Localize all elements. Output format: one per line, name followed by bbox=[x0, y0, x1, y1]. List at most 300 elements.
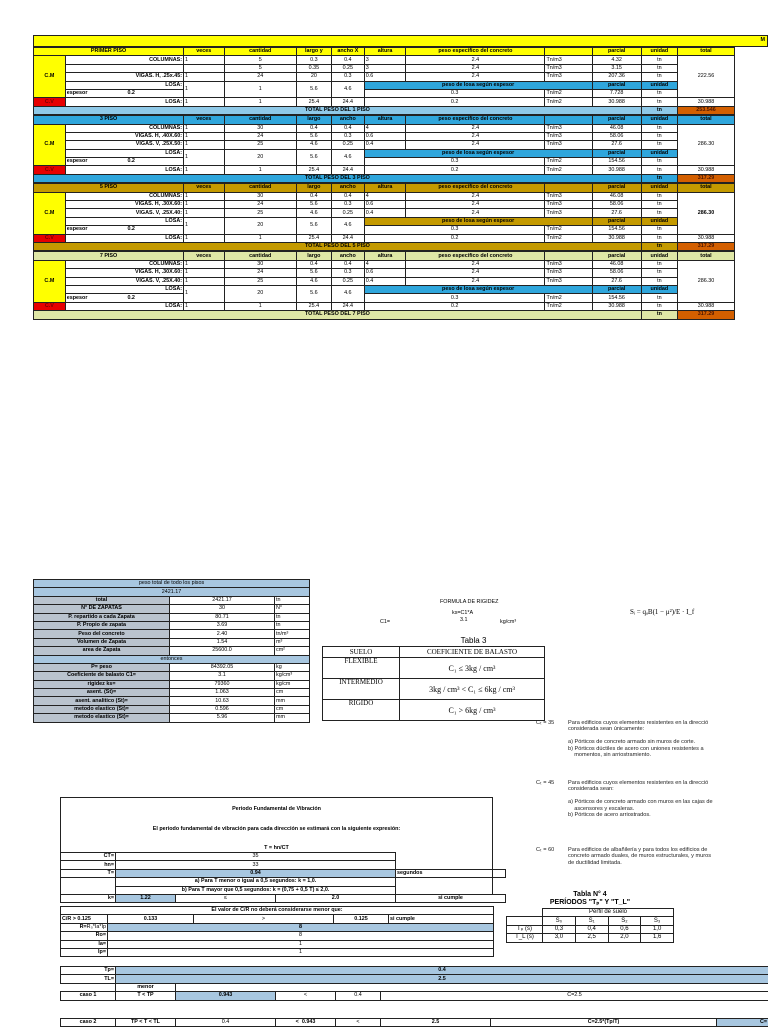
losa-peso: 0.3 bbox=[364, 294, 545, 302]
column-header: total bbox=[677, 116, 734, 124]
norma-line: de ductilidad limitada. bbox=[568, 860, 768, 866]
cv-label: C.V bbox=[34, 98, 66, 106]
column-header: largo bbox=[296, 184, 331, 192]
caso1-result: C=2.5 bbox=[381, 992, 768, 1000]
largo: 0.4 bbox=[296, 260, 331, 268]
floor-total-unit: tn bbox=[641, 242, 677, 250]
c1-label: C1= bbox=[380, 619, 390, 625]
summary-unit: N° bbox=[275, 605, 310, 613]
k-max: 2.0 bbox=[276, 894, 396, 902]
losa-unit: Tn/m2 bbox=[545, 89, 592, 97]
peso-unit: Tn/m3 bbox=[545, 209, 592, 217]
parcial: 27.6 bbox=[592, 277, 641, 285]
espesor-label: espesor bbox=[67, 90, 88, 96]
losa-header: peso de losa según espesor bbox=[364, 285, 592, 293]
summary-label: P. Propio de zapata bbox=[34, 621, 170, 629]
summary-table bbox=[33, 579, 310, 723]
ct-value: Cₜ = 60 bbox=[536, 847, 564, 853]
rule-a: a) Para T menor o igual a 0,5 segundos: k = 1,0. bbox=[116, 878, 396, 886]
cv-unit: Tn/m2 bbox=[545, 302, 592, 310]
summary-value: 2.40 bbox=[170, 630, 275, 638]
caso2-c: 2.5 bbox=[381, 1019, 491, 1027]
summary-value: 10.63 bbox=[170, 697, 275, 705]
cv-unit: Tn/m2 bbox=[545, 98, 592, 106]
column-header: parcial bbox=[592, 48, 641, 56]
peso-unit: Tn/m3 bbox=[545, 141, 592, 149]
cv-unidad: tn bbox=[641, 302, 677, 310]
veces: 1 bbox=[184, 132, 225, 140]
parcial: 46.08 bbox=[592, 124, 641, 132]
r-label bbox=[61, 923, 108, 931]
unidad: tn bbox=[641, 192, 677, 200]
espesor-value: 0.2 bbox=[127, 226, 135, 232]
tabla4-cell: 0,3 bbox=[543, 925, 576, 933]
summary-unit: tn bbox=[275, 596, 310, 604]
top-banner-text: M bbox=[761, 37, 766, 43]
rule-b: b) Para T mayor que 0,5 segundos: k = (0,75 + 0,5 T) ≤ 2,0. bbox=[116, 886, 396, 894]
caso2-a: 0.4 bbox=[176, 1019, 276, 1027]
ct-label: CT= bbox=[61, 853, 116, 861]
tabla4-cell: T_L (s) bbox=[507, 934, 543, 942]
floor-total-label: TOTAL PESO DEL 5 PISO bbox=[34, 242, 642, 250]
column-header: peso especifico del concreto bbox=[406, 48, 545, 56]
cv-unit: Tn/m2 bbox=[545, 234, 592, 242]
cm-label: C.M bbox=[34, 124, 66, 166]
cr-check: si cumple bbox=[389, 915, 494, 923]
losa-unidad-header: unidad bbox=[641, 149, 677, 157]
losa-ancho: 4.6 bbox=[331, 149, 364, 166]
losa-cantidad: 1 bbox=[224, 81, 296, 98]
caso2-label: caso 2 bbox=[61, 1019, 116, 1027]
column-header bbox=[545, 184, 592, 192]
unidad: tn bbox=[641, 124, 677, 132]
norma-line: ascensores y escaleras. bbox=[568, 806, 768, 812]
losa-veces: 1 bbox=[184, 149, 225, 166]
tabla3-coef: C₁ > 6kg / cm³ bbox=[400, 700, 545, 721]
ancho: 0.25 bbox=[331, 209, 364, 217]
altura: 0.6 bbox=[364, 269, 406, 277]
column-header bbox=[545, 116, 592, 124]
ancho: 0.4 bbox=[331, 192, 364, 200]
cantidad: 24 bbox=[224, 269, 296, 277]
altura: 3 bbox=[364, 56, 406, 64]
veces: 1 bbox=[184, 201, 225, 209]
cv-largo: 25.4 bbox=[296, 166, 331, 174]
losa-ancho: 4.6 bbox=[331, 81, 364, 98]
cantidad: 24 bbox=[224, 201, 296, 209]
summary-label: asent. analitico (St)= bbox=[34, 697, 170, 705]
losa-header: peso de losa según espesor bbox=[364, 217, 592, 225]
cv-cantidad: 1 bbox=[224, 166, 296, 174]
largo: 20 bbox=[296, 73, 331, 81]
row-label: VIGAS. V, .25X.50: bbox=[65, 141, 183, 149]
ancho: 0.25 bbox=[331, 277, 364, 285]
tabla-4 bbox=[506, 891, 674, 943]
cr-op: > bbox=[194, 915, 334, 923]
floor-weight-tables bbox=[33, 47, 735, 320]
column-header: ancho bbox=[331, 116, 364, 124]
ancho: 0.25 bbox=[331, 141, 364, 149]
peso-unit: Tn/m3 bbox=[545, 73, 592, 81]
column-header: total bbox=[677, 48, 734, 56]
unidad: tn bbox=[641, 64, 677, 72]
unidad: tn bbox=[641, 269, 677, 277]
t-label: T= bbox=[61, 869, 116, 877]
losa-parcial: 154.56 bbox=[592, 226, 641, 234]
caso2-b-text: 0.943 bbox=[302, 1019, 316, 1025]
tl-label: TL= bbox=[61, 975, 116, 983]
column-header: largo bbox=[296, 252, 331, 260]
losa-header: peso de losa según espesor bbox=[364, 149, 592, 157]
caso1-label: caso 1 bbox=[61, 992, 116, 1000]
summary-unit: mm bbox=[275, 714, 310, 722]
column-header: veces bbox=[184, 48, 225, 56]
cr-min: 0.125 bbox=[334, 915, 389, 923]
column-header: peso especifico del concreto bbox=[406, 184, 545, 192]
cv-veces: 1 bbox=[184, 98, 225, 106]
row-label: VIGAS. H, .30X.60: bbox=[65, 269, 183, 277]
column-header: unidad bbox=[641, 184, 677, 192]
peso-especifico: 2.4 bbox=[406, 201, 545, 209]
tl-value: 2.5 bbox=[116, 975, 768, 983]
row-label: VIGAS. V, .25X.40: bbox=[65, 277, 183, 285]
parcial: 27.6 bbox=[592, 209, 641, 217]
cr-label: C/R > 0.125 bbox=[61, 915, 108, 923]
norma-line: momentos, sin arriostramiento. bbox=[568, 752, 768, 758]
summary-value: 1.063 bbox=[170, 689, 275, 697]
altura: 4 bbox=[364, 260, 406, 268]
peso-especifico: 2.4 bbox=[406, 132, 545, 140]
veces: 1 bbox=[184, 56, 225, 64]
losa-unidad: tn bbox=[641, 294, 677, 302]
losa-unit: Tn/m2 bbox=[545, 158, 592, 166]
floor-name: 5 PISO bbox=[34, 184, 184, 192]
r-formula: R₀*Ia*Ip bbox=[87, 924, 106, 930]
altura: 0.4 bbox=[364, 209, 406, 217]
veces: 1 bbox=[184, 192, 225, 200]
tabla4-col: S₀ bbox=[543, 917, 576, 925]
losa-parcial-header: parcial bbox=[592, 81, 641, 89]
cv-veces: 1 bbox=[184, 302, 225, 310]
cr-title: El valor de C/R no deberá considerarse menor que: bbox=[61, 907, 494, 915]
losa-unidad: tn bbox=[641, 226, 677, 234]
summary-unit: mm bbox=[275, 697, 310, 705]
cv-cantidad: 1 bbox=[224, 302, 296, 310]
floor-total-unit: tn bbox=[641, 174, 677, 182]
unidad: tn bbox=[641, 209, 677, 217]
cantidad: 5 bbox=[224, 64, 296, 72]
hn-label: hn= bbox=[61, 861, 116, 869]
losa-largo: 5.6 bbox=[296, 81, 331, 98]
losa-cantidad: 20 bbox=[224, 285, 296, 302]
peso-especifico: 2.4 bbox=[406, 56, 545, 64]
norma-line: concreto armado duales, de muros estructurales, y muros bbox=[568, 853, 768, 859]
largo: 4.6 bbox=[296, 209, 331, 217]
c1-unit: kg/cm³ bbox=[500, 619, 516, 625]
ancho: 0.3 bbox=[331, 269, 364, 277]
cv-total: 30.988 bbox=[677, 302, 734, 310]
cv-cantidad: 1 bbox=[224, 98, 296, 106]
column-header: ancho bbox=[331, 184, 364, 192]
cv-label: C.V bbox=[34, 166, 66, 174]
tabla4-col: S₁ bbox=[575, 917, 608, 925]
rigidez-title: FORMULA DE RIGIDEZ bbox=[440, 599, 498, 605]
peso-unit: Tn/m3 bbox=[545, 192, 592, 200]
cv-ancho: 24.4 bbox=[331, 302, 364, 310]
cv-peso: 0.2 bbox=[364, 234, 545, 242]
losa-cantidad: 20 bbox=[224, 149, 296, 166]
t-unit: segundos bbox=[396, 869, 506, 877]
parcial: 58.06 bbox=[592, 132, 641, 140]
summary-entonces: entonces bbox=[34, 655, 310, 663]
cv-cantidad: 1 bbox=[224, 234, 296, 242]
tabla3-header: COEFICIENTE DE BALASTO bbox=[400, 647, 545, 658]
peso-unit: Tn/m3 bbox=[545, 64, 592, 72]
floor-name: 3 PISO bbox=[34, 116, 184, 124]
ancho: 0.3 bbox=[331, 201, 364, 209]
cv-losa-label: LOSA: bbox=[65, 98, 183, 106]
parcial: 46.08 bbox=[592, 260, 641, 268]
cr-block bbox=[60, 906, 494, 957]
ip-label: Ip= bbox=[61, 948, 108, 956]
summary-value: 25600.0 bbox=[170, 647, 275, 655]
cv-unidad: tn bbox=[641, 166, 677, 174]
floor-total: 317.29 bbox=[677, 311, 734, 319]
veces bbox=[184, 64, 225, 72]
summary-value: 2421.17 bbox=[170, 596, 275, 604]
ct-value: Cₜ = 45 bbox=[536, 780, 564, 786]
tabla4-cell: Tₚ (s) bbox=[507, 925, 543, 933]
largo: 0.35 bbox=[296, 64, 331, 72]
tabla4-sub: Perfil de suelo bbox=[543, 909, 674, 917]
r-label-text: R= bbox=[80, 924, 87, 930]
tabla-4-title: Tabla N° 4 bbox=[506, 891, 674, 898]
tabla4-cell: 3,0 bbox=[543, 934, 576, 942]
ancho: 0.3 bbox=[331, 132, 364, 140]
tabla4-col bbox=[507, 917, 543, 925]
cm-total: 222.56 bbox=[677, 56, 734, 98]
losa-veces: 1 bbox=[184, 217, 225, 234]
column-header: cantidad bbox=[224, 48, 296, 56]
floor-total-unit: tn bbox=[641, 106, 677, 114]
tabla4-col: S₂ bbox=[608, 917, 641, 925]
espesor-value: 0.2 bbox=[127, 90, 135, 96]
losa-ancho: 4.6 bbox=[331, 285, 364, 302]
espesor bbox=[65, 158, 183, 166]
row-label: VIGAS. H, .25x.45: bbox=[65, 73, 183, 81]
veces: 1 bbox=[184, 269, 225, 277]
parcial: 46.08 bbox=[592, 192, 641, 200]
ancho: 0.4 bbox=[331, 56, 364, 64]
espesor-label: espesor bbox=[67, 226, 88, 232]
cv-losa-label: LOSA: bbox=[65, 302, 183, 310]
peso-unit: Tn/m3 bbox=[545, 277, 592, 285]
periodo-title: Periodo Fundamental de Vibración bbox=[61, 806, 492, 812]
summary-label: Peso del concreto bbox=[34, 630, 170, 638]
cv-total: 30.988 bbox=[677, 98, 734, 106]
peso-especifico: 2.4 bbox=[406, 260, 545, 268]
cv-peso: 0.2 bbox=[364, 98, 545, 106]
peso-especifico: 2.4 bbox=[406, 269, 545, 277]
floor-table-3 bbox=[33, 251, 735, 319]
summary-unit: tn bbox=[275, 621, 310, 629]
losa-unidad: tn bbox=[641, 158, 677, 166]
row-label: VIGAS. H, .30X.60: bbox=[65, 201, 183, 209]
column-header: unidad bbox=[641, 116, 677, 124]
summary-unit: cm² bbox=[275, 647, 310, 655]
floor-total-unit: tn bbox=[641, 311, 677, 319]
losa-parcial-header: parcial bbox=[592, 285, 641, 293]
altura: 0.6 bbox=[364, 73, 406, 81]
column-header: parcial bbox=[592, 252, 641, 260]
losa-unidad-header: unidad bbox=[641, 81, 677, 89]
row-label: VIGAS. H, .40X.60: bbox=[65, 132, 183, 140]
floor-table-0 bbox=[33, 47, 735, 115]
cv-ancho: 24.4 bbox=[331, 166, 364, 174]
peso-especifico: 2.4 bbox=[406, 64, 545, 72]
parcial: 58.06 bbox=[592, 201, 641, 209]
losa-label: LOSA: bbox=[65, 149, 183, 157]
summary-value: 0.596 bbox=[170, 705, 275, 713]
column-header: altura bbox=[364, 116, 406, 124]
summary-label: P. repartido a cada Zapata bbox=[34, 613, 170, 621]
norma-lines bbox=[568, 780, 768, 818]
summary-unit: cm bbox=[275, 689, 310, 697]
menor-label: menor bbox=[116, 983, 176, 991]
largo: 5.6 bbox=[296, 269, 331, 277]
ancho: 0.3 bbox=[331, 73, 364, 81]
veces: 1 bbox=[184, 260, 225, 268]
peso-especifico: 2.4 bbox=[406, 141, 545, 149]
tabla4-cell: 1,6 bbox=[641, 934, 674, 942]
largo: 0.4 bbox=[296, 192, 331, 200]
column-header: peso especifico del concreto bbox=[406, 252, 545, 260]
altura: 0.4 bbox=[364, 141, 406, 149]
peso-especifico: 2.4 bbox=[406, 209, 545, 217]
summary-label: metodo elastico (St)= bbox=[34, 714, 170, 722]
caso2-result: C=2.5*(Tp/T) bbox=[491, 1019, 717, 1027]
k-check: si cumple bbox=[396, 894, 506, 902]
ancho: 0.25 bbox=[331, 64, 364, 72]
unidad: tn bbox=[641, 56, 677, 64]
casos-block bbox=[60, 966, 768, 1001]
cantidad: 24 bbox=[224, 132, 296, 140]
summary-unit: kg/cm³ bbox=[275, 672, 310, 680]
summary-label: P= peso bbox=[34, 663, 170, 671]
column-header: peso especifico del concreto bbox=[406, 116, 545, 124]
periodo-intro: El periodo fundamental de vibración para cada dirección se estimará con la siguiente expresión: bbox=[61, 826, 492, 832]
tabla4-cell: 2,0 bbox=[608, 934, 641, 942]
column-header: parcial bbox=[592, 184, 641, 192]
altura: 0.6 bbox=[364, 201, 406, 209]
summary-unit: tn/m³ bbox=[275, 630, 310, 638]
floor-total: 253.546 bbox=[677, 106, 734, 114]
losa-largo: 5.6 bbox=[296, 149, 331, 166]
column-header bbox=[545, 48, 592, 56]
caso1-a: 0.943 bbox=[176, 992, 276, 1000]
altura: 4 bbox=[364, 192, 406, 200]
tabla-4-subtitle: PERÍODOS "Tₚ" Y "T_L" bbox=[506, 898, 674, 906]
tabla3-suelo: INTERMEDIO bbox=[323, 679, 400, 700]
tp-label: Tp= bbox=[61, 967, 116, 975]
unidad: tn bbox=[641, 201, 677, 209]
column-header: unidad bbox=[641, 252, 677, 260]
peso-unit: Tn/m3 bbox=[545, 56, 592, 64]
caso2-row bbox=[60, 1018, 768, 1027]
ancho: 0.4 bbox=[331, 260, 364, 268]
cv-total: 30.988 bbox=[677, 166, 734, 174]
row-label: VIGAS. V, .25X.40: bbox=[65, 209, 183, 217]
summary-value: 1.54 bbox=[170, 638, 275, 646]
column-header: cantidad bbox=[224, 184, 296, 192]
veces: 1 bbox=[184, 209, 225, 217]
column-header: ancho X bbox=[331, 48, 364, 56]
summary-value: 80.71 bbox=[170, 613, 275, 621]
summary-unit: cm bbox=[275, 705, 310, 713]
cantidad: 25 bbox=[224, 277, 296, 285]
cv-parcial: 30.988 bbox=[592, 98, 641, 106]
tabla3-coef: 3kg / cm³ < C₁ ≤ 6kg / cm³ bbox=[400, 679, 545, 700]
column-header: cantidad bbox=[224, 116, 296, 124]
peso-unit: Tn/m3 bbox=[545, 132, 592, 140]
summary-grand-total: 2421.17 bbox=[34, 588, 310, 596]
cv-peso: 0.2 bbox=[364, 166, 545, 174]
summary-label: area de Zapata bbox=[34, 647, 170, 655]
cv-losa-label: LOSA: bbox=[65, 234, 183, 242]
espesor bbox=[65, 89, 183, 97]
floor-name: PRIMER PISO bbox=[34, 48, 184, 56]
r-value: 8 bbox=[108, 923, 494, 931]
summary-title: peso total de todo los pisos bbox=[34, 580, 310, 588]
top-banner bbox=[33, 35, 768, 47]
cv-parcial: 30.988 bbox=[592, 302, 641, 310]
losa-largo: 5.6 bbox=[296, 285, 331, 302]
peso-especifico: 2.4 bbox=[406, 73, 545, 81]
espesor-label: espesor bbox=[67, 295, 88, 301]
cv-largo: 25.4 bbox=[296, 302, 331, 310]
floor-name: 7 PISO bbox=[34, 252, 184, 260]
losa-label: LOSA: bbox=[65, 217, 183, 225]
largo: 5.6 bbox=[296, 132, 331, 140]
peso-unit: Tn/m3 bbox=[545, 124, 592, 132]
peso-unit: Tn/m3 bbox=[545, 260, 592, 268]
caso1-b: 0.4 bbox=[336, 992, 381, 1000]
summary-value: 84392.05 bbox=[170, 663, 275, 671]
caso2-op1: < bbox=[296, 1019, 299, 1025]
norma-line: considerada sean: bbox=[568, 786, 768, 792]
summary-unit: tn bbox=[275, 613, 310, 621]
losa-header: peso de losa según espesor bbox=[364, 81, 592, 89]
ia-label: Ia= bbox=[61, 940, 108, 948]
losa-parcial-header: parcial bbox=[592, 217, 641, 225]
column-header: altura bbox=[364, 48, 406, 56]
cantidad: 30 bbox=[224, 124, 296, 132]
cv-parcial: 30.988 bbox=[592, 234, 641, 242]
ct-value: Cₜ = 35 bbox=[536, 720, 564, 726]
veces: 1 bbox=[184, 141, 225, 149]
floor-total: 317.29 bbox=[677, 174, 734, 182]
column-header bbox=[545, 252, 592, 260]
cantidad: 24 bbox=[224, 73, 296, 81]
summary-label: asent. (St)= bbox=[34, 689, 170, 697]
tabla4-cell: 0,6 bbox=[608, 925, 641, 933]
cantidad: 5 bbox=[224, 56, 296, 64]
norma-line: Para edificios cuyos elementos resistentes en la direcció bbox=[568, 780, 768, 786]
column-header: veces bbox=[184, 184, 225, 192]
norma-line: a) Pórticos de concreto armado con muros en las cajas de bbox=[568, 799, 768, 805]
summary-unit: m³ bbox=[275, 638, 310, 646]
losa-label: LOSA: bbox=[65, 81, 183, 89]
